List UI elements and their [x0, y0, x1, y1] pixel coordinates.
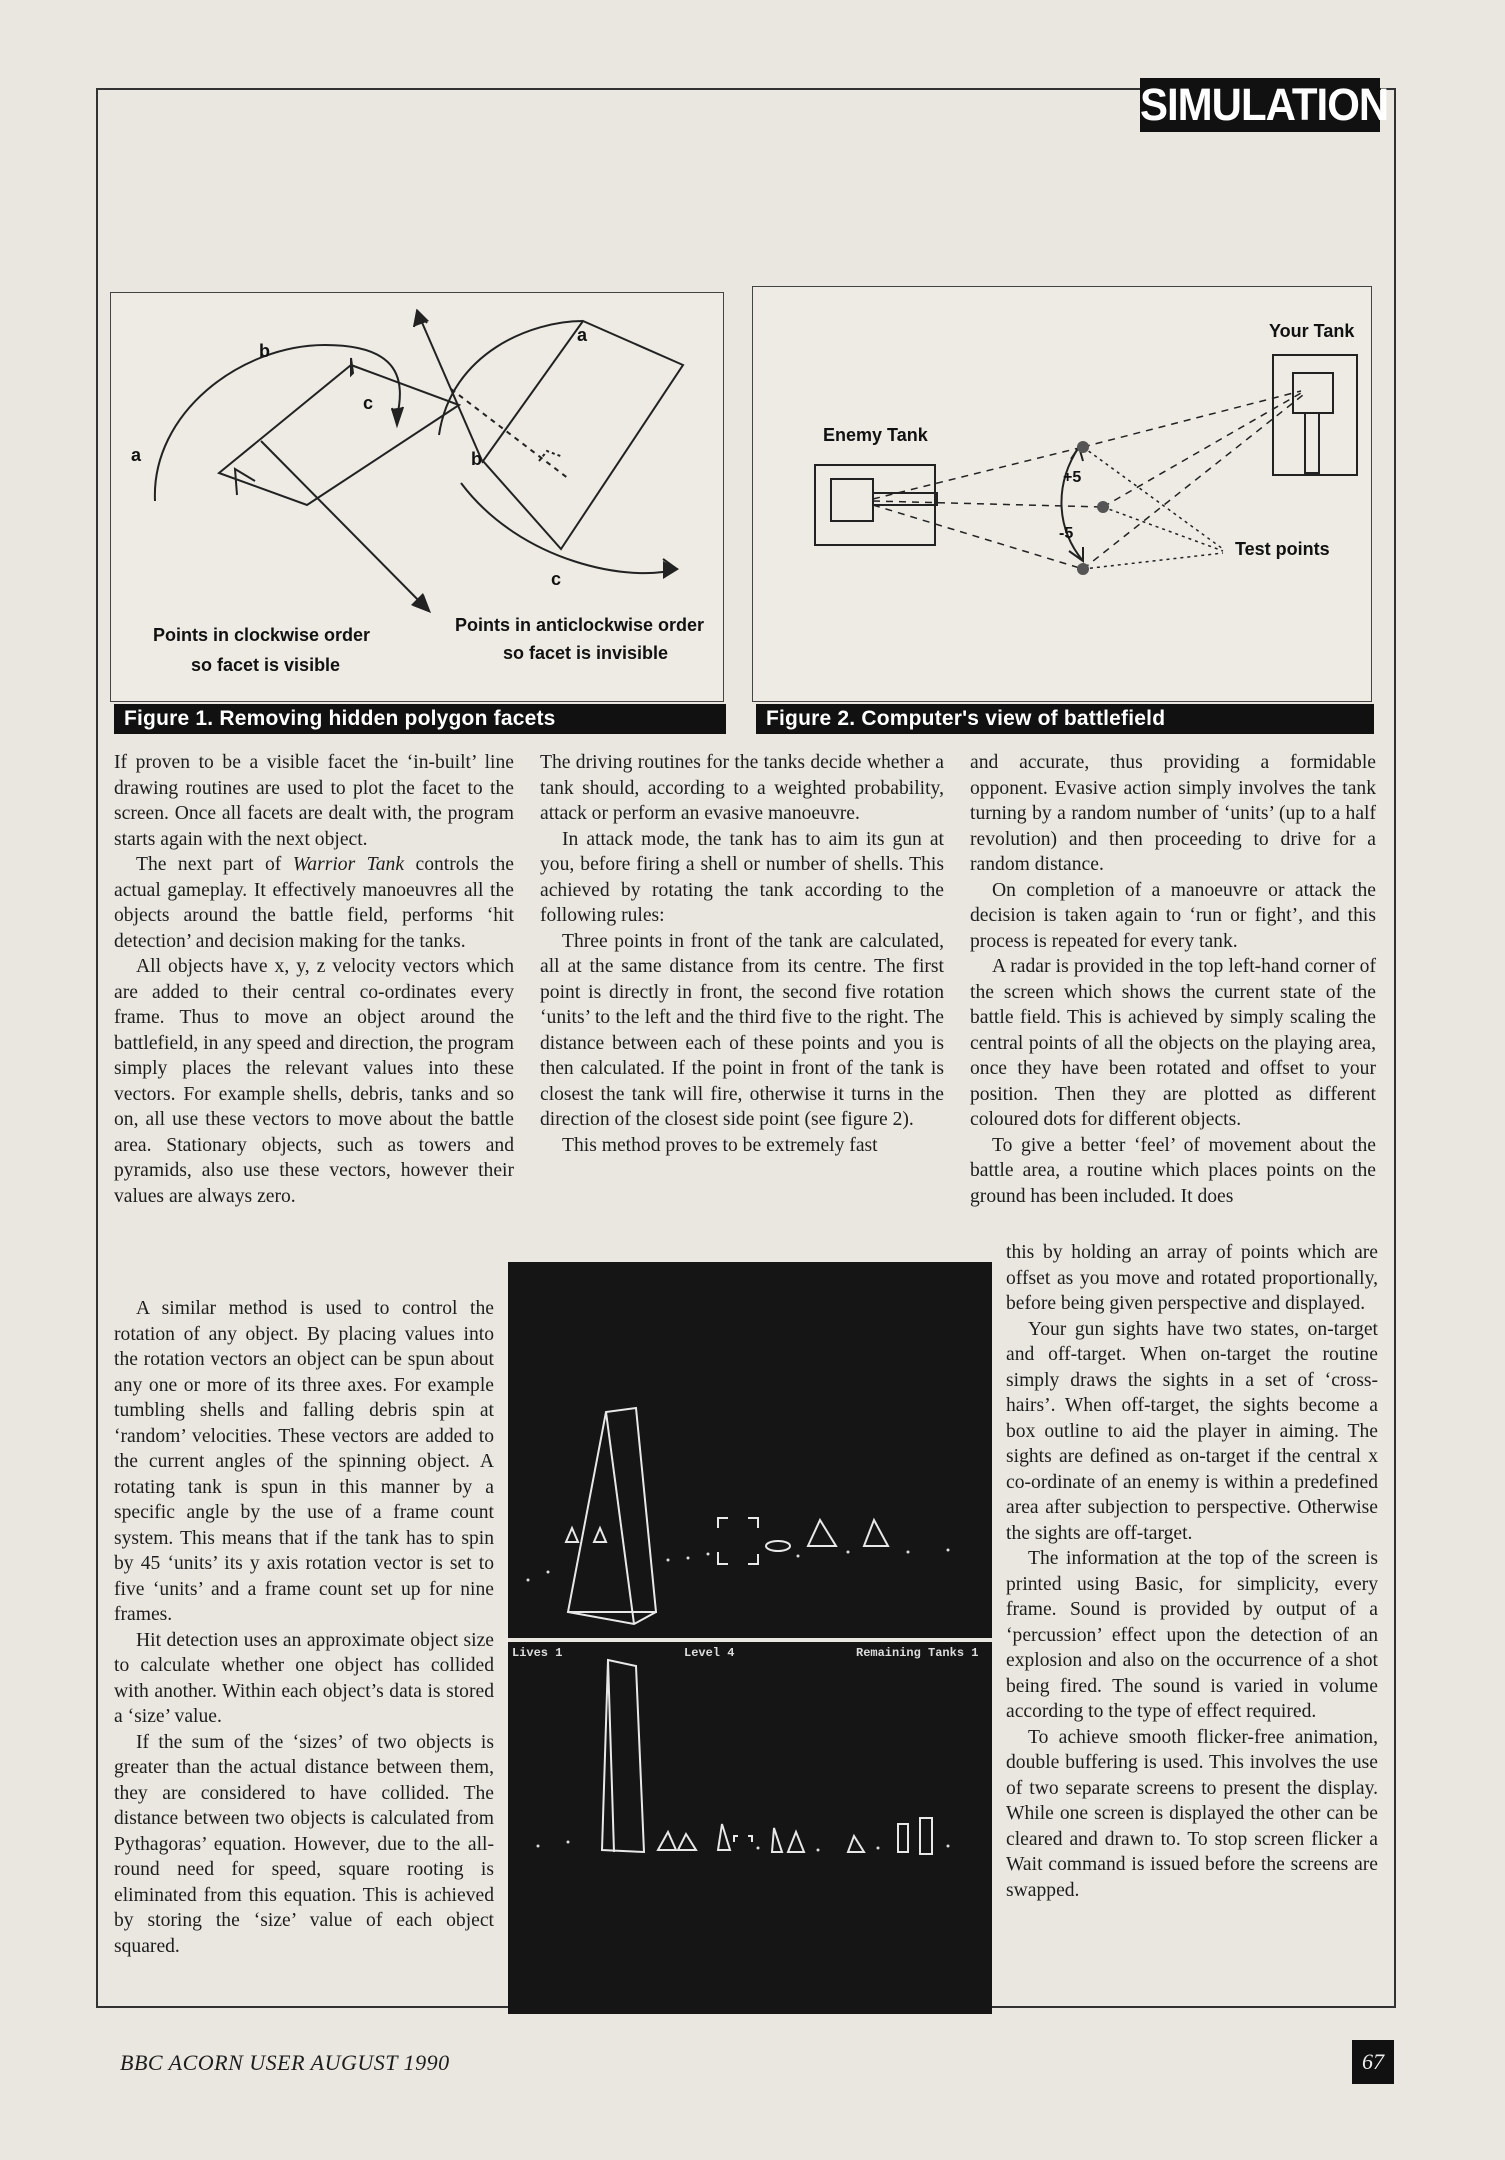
paragraph: Three points in front of the tank are calculated, all at the same distance from its centre. The first point is directly in front, the second five rotation ‘units’ to the left and the third five to the right. The distance between each of these points and you is then calculated. If the point in front of the tank is closest the tank will fire, otherwise it turns in the direction of the closest side point (see figure 2).	[540, 930, 944, 1130]
paragraph: and accurate, thus providing a formidable opponent. Evasive action simply involves the tank turning by a random number of ‘units’ (up to a half revolution) and then proceeding to drive for a random distance.	[970, 752, 1376, 875]
invisible-facet	[483, 321, 683, 549]
visible-facet	[219, 365, 459, 505]
game-screenshot-1	[508, 1262, 992, 1638]
figure-2-caption: Figure 2. Computer's view of battlefield	[756, 704, 1374, 734]
paragraph: This method proves to be extremely fast	[562, 1134, 878, 1156]
paragraph: A radar is provided in the top left-hand corner of the screen which shows the current state of the battle field. This is achieved by simply scaling the central points of all the objects on the playing area, once they have been rotated and offset to your position. Then they are plotted as different coloured dots for different objects.	[970, 956, 1376, 1130]
text-run: The next part of	[136, 854, 293, 875]
game-screenshot-2	[508, 1642, 992, 2014]
your-tank-label: Your Tank	[1269, 321, 1355, 341]
paragraph: Hit detection uses an approximate object size to calculate whether one object has collided with another. Within each object’s data is stored a ‘size’ value.	[114, 1629, 494, 1727]
battlefield-diagram	[753, 287, 1373, 703]
paragraph: On completion of a manoeuvre or attack the decision is taken again to ‘run or fight’, and this process is repeated for every tank.	[970, 879, 1376, 952]
figure-1	[110, 292, 724, 702]
game-scene-2	[508, 1642, 992, 2014]
game-title: Warrior Tank	[292, 854, 405, 875]
label-b-left: b	[259, 341, 270, 361]
test-point-left	[1077, 441, 1089, 453]
column-2	[540, 750, 944, 1158]
text-run: controls the actual gameplay. It effectively manoeuvres all the objects around the battle field, performs ‘hit detection’ and decision making for the tanks.	[114, 854, 514, 952]
game-scene-1	[508, 1262, 992, 1638]
paragraph: this by holding an array of points which are offset as you move and rotated proportionally, before being given perspective and displayed.	[1006, 1242, 1378, 1314]
paragraph: All objects have x, y, z velocity vectors which are added to their central co-ordinates every frame. Thus to move an object around the battlefield, in any speed and direction, the program simply places the relevant values into these vectors. For example shells, debris, tanks and so on, all use these vectors to move about the battle area. Stationary objects, such as towers and pyramids, also use these vectors, however their values are always zero.	[114, 956, 514, 1207]
label-c-left: c	[363, 393, 374, 413]
test-points-label: Test points	[1235, 539, 1330, 559]
plus-five-label: +5	[1063, 469, 1082, 486]
paragraph-warrior-tank	[114, 852, 514, 954]
column-3	[970, 750, 1376, 1209]
paragraph: Your gun sights have two states, on-target and off-target. When on-target the routine simply draws the sights in a set of ‘cross-hairs’. When off-target, the sights become a box outline to aid the player in aiming. The sights are defined as on-target if the central x co-ordinate of an enemy is within a predefined area after subjection to perspective. Otherwise the sights are off-target.	[1006, 1318, 1378, 1544]
minus-five-label: -5	[1059, 525, 1074, 542]
paragraph: A similar method is used to control the rotation of any object. By placing values into the rotation vectors an object can be spun about any one or more of its three axes. For example tumbling shells and falling debris spin at ‘random’ velocities. These vectors are added to the current angles of the spinning object. A rotating tank is spun in this manner by a specific angle by the use of a frame count system. This means that if the tank has to spin by 45 ‘units’ its y axis rotation vector is set to five ‘units’ and a frame count set up for nine frames.	[114, 1298, 494, 1625]
anticlockwise-text-1: Points in anticlockwise order	[455, 615, 705, 635]
label-a-right: a	[577, 325, 588, 345]
paragraph: To achieve smooth flicker-free animation, double buffering is used. This involves the use of two separate screens to present the display. While one screen is displayed the other can be cleared and drawn to. To stop screen flicker a Wait command is issued before the screens are swapped.	[1006, 1726, 1378, 1901]
clockwise-text-2: so facet is visible	[191, 655, 341, 675]
figure-2	[752, 286, 1372, 702]
test-point-front	[1097, 501, 1109, 513]
page-number: 67	[1352, 2040, 1394, 2084]
paragraph: The driving routines for the tanks decide whether a tank should, according to a weighted probability, attack or perform an evasive manoeuvre.	[540, 752, 944, 824]
paragraph: If the sum of the ‘sizes’ of two objects is greater than the actual distance between them, they are considered to have collided. The distance between two objects is calculated from Pythagoras’ equation. However, due to the all-round need for speed, square rooting is eliminated from this equation. This is achieved by storing the ‘size’ value of each object squared.	[114, 1731, 494, 1957]
label-b-right: b	[471, 449, 482, 469]
paragraph: The information at the top of the screen is printed using Basic, for simplicity, every frame. Sound is provided by output of a ‘percussion’ effect upon the detection of an explosion and also on the occurrence of a shot being fired. The sound is varied in volume according to the type of effect required.	[1006, 1548, 1378, 1722]
lives-readout: Lives 1	[512, 1646, 563, 1660]
clockwise-text-1: Points in clockwise order	[153, 625, 371, 645]
remaining-tanks-readout: Remaining Tanks 1	[856, 1646, 979, 1660]
magazine-footer: BBC ACORN USER AUGUST 1990	[120, 2050, 450, 2075]
section-tag: SIMULATION	[1140, 78, 1380, 132]
column-3-lower	[1006, 1240, 1378, 1903]
test-point-right	[1077, 563, 1089, 575]
enemy-tank-label: Enemy Tank	[823, 425, 928, 445]
figure-1-caption: Figure 1. Removing hidden polygon facets	[114, 704, 726, 734]
label-c-right: c	[551, 569, 562, 589]
paragraph: To give a better ‘feel’ of movement about the battle area, a routine which places points on the ground has been included. It does	[970, 1134, 1376, 1207]
paragraph: If proven to be a visible facet the ‘in-built’ line drawing routines are used to plot the facet to the screen. Once all facets are dealt with, the program starts again with the next object.	[114, 752, 514, 850]
column-1-lower	[114, 1296, 494, 1959]
paragraph: In attack mode, the tank has to aim its gun at you, before firing a shell or number of shells. This achieved by rotating the tank according to the following rules:	[540, 828, 944, 926]
anticlockwise-text-2: so facet is invisible	[503, 643, 669, 663]
label-a-left: a	[131, 445, 142, 465]
level-readout: Level 4	[684, 1646, 735, 1660]
column-1	[114, 750, 514, 1209]
